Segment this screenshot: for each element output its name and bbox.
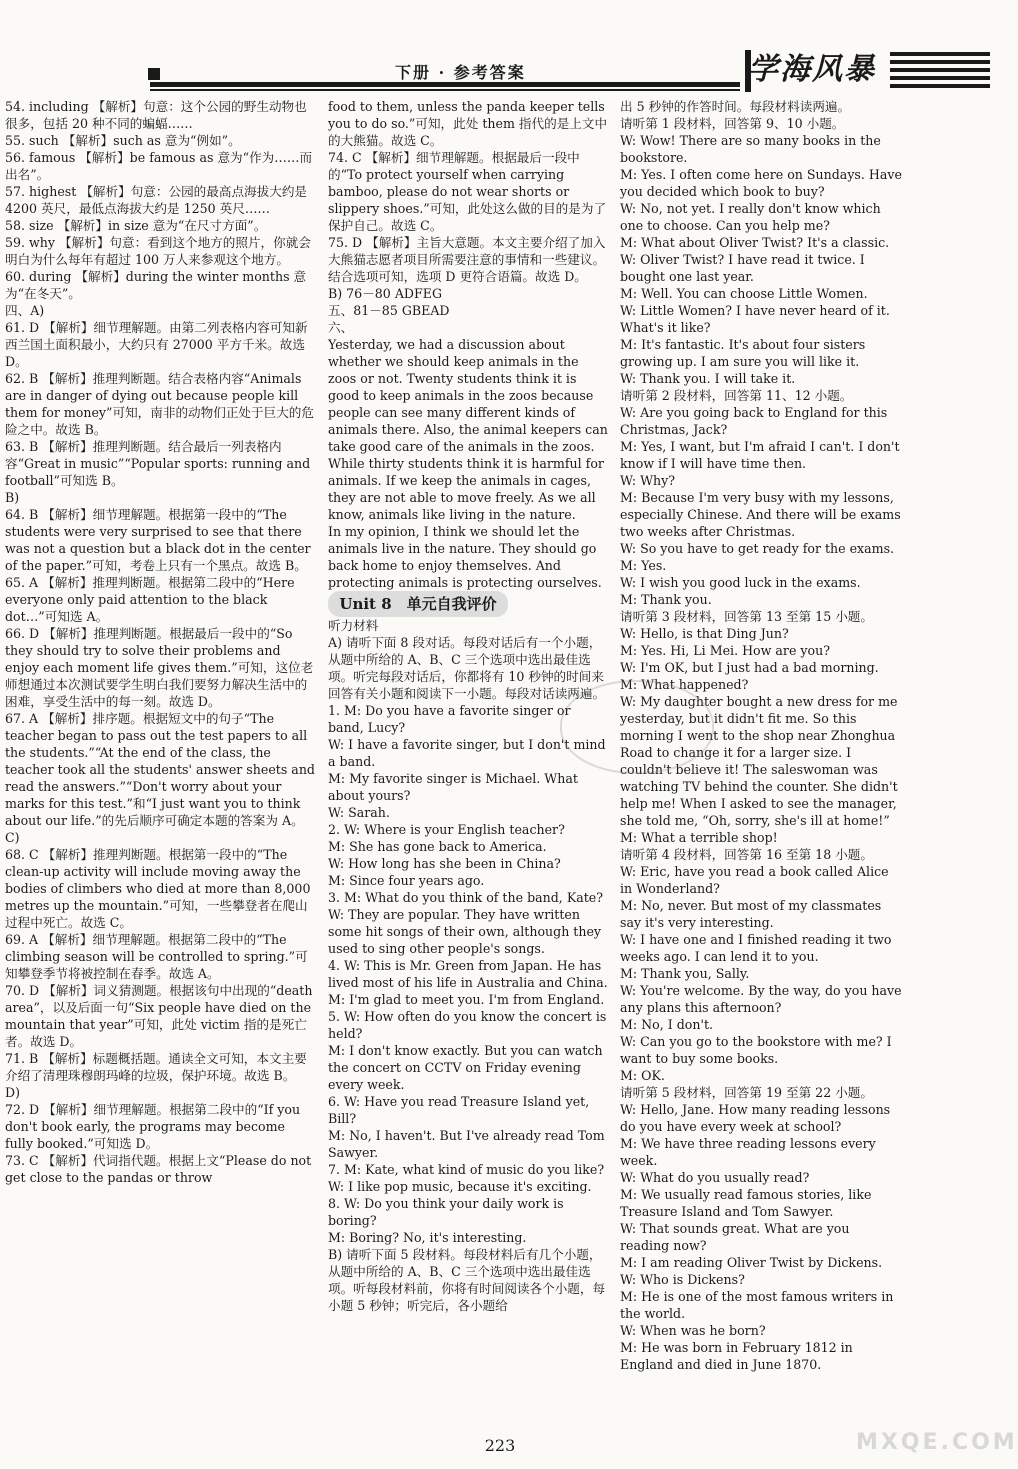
text-line: 73. C 【解析】代词指代题。根据上文“Please do not get close to the pandas or throw bbox=[5, 1153, 312, 1185]
text-line: 1. M: Do you have a favorite singer or band, Lucy? bbox=[328, 703, 571, 735]
text-line: 62. B 【解析】推理判断题。结合表格内容“Animals are in danger of dying out because people kill them for money”可知，南非的动物们正处于巨大的危险之中。故选 B。 bbox=[5, 371, 314, 437]
unit-heading: Unit 8 单元自我评价 bbox=[328, 591, 508, 617]
header-rule-thin bbox=[150, 89, 740, 91]
text-line: food to them, unless the panda keeper tells you to do so.”可知，此处 them 指代的是上文中的大熊猫。故选 C。 bbox=[328, 99, 608, 148]
text-line: 7. M: Kate, what kind of music do you like? bbox=[328, 1162, 605, 1177]
text-line: 72. D 【解析】细节理解题。根据第二段中的“If you don't book early, the programs may become fully booked.”可知选 D。 bbox=[5, 1102, 301, 1151]
text-line: W: Why? bbox=[620, 473, 676, 488]
text-line: W: You're welcome. By the way, do you have any plans this afternoon? bbox=[620, 983, 902, 1015]
text-line: W: Are you going back to England for this Christmas, Jack? bbox=[620, 405, 888, 437]
text-line: M: I'm glad to meet you. I'm from England. bbox=[328, 992, 605, 1007]
text-line: W: Can you go to the bookstore with me? I want to buy some books. bbox=[620, 1034, 892, 1066]
page-header bbox=[0, 0, 1000, 100]
text-line: M: It's fantastic. It's about four sisters growing up. I am sure you will like it. bbox=[620, 337, 866, 369]
text-line: 6. W: Have you read Treasure Island yet, Bill? bbox=[328, 1094, 590, 1126]
text-line: W: Who is Dickens? bbox=[620, 1272, 745, 1287]
text-line: M: Yes. Hi, Li Mei. How are you? bbox=[620, 643, 830, 658]
text-line: W: Hello, is that Ding Jun? bbox=[620, 626, 789, 641]
text-line: 4. W: This is Mr. Green from Japan. He has lived most of his life in Australia and China. bbox=[328, 958, 608, 990]
text-line: M: No, I don't. bbox=[620, 1017, 714, 1032]
text-line: W: I'm OK, but I just had a bad morning. bbox=[620, 660, 879, 675]
text-line: W: Little Women? I have never heard of it. What's it like? bbox=[620, 303, 890, 335]
text-line: 64. B 【解析】细节理解题。根据第一段中的“The students were very surprised to see that there was not a question but a black dot in the center of the paper.”可知，考卷上只有一个黑点。故选 B。 bbox=[5, 507, 311, 573]
text-line: M: No, never. But most of my classmates say it's very interesting. bbox=[620, 898, 882, 930]
text-line: W: Thank you. I will take it. bbox=[620, 371, 796, 386]
text-line: M: He is one of the most famous writers in the world. bbox=[620, 1289, 894, 1321]
text-line: 59. why 【解析】句意：看到这个地方的照片，你就会明白为什么每年有超过 100 万人来参观这个地方。 bbox=[5, 235, 311, 267]
text-line: 63. B 【解析】推理判断题。结合最后一列表格内容“Great in music”“Popular sports: running and football”可知选 B。 bbox=[5, 439, 311, 488]
text-line: W: Hello, Jane. How many reading lessons do you have every week at school? bbox=[620, 1102, 891, 1134]
text-line: 六、 bbox=[328, 320, 354, 335]
text-line: W: I like pop music, because it's exciting. bbox=[328, 1179, 592, 1194]
text-line: B) 76－80 ADFEG bbox=[328, 286, 443, 301]
text-line: W: I have a favorite singer, but I don't mind a band. bbox=[328, 737, 606, 769]
text-line: In my opinion, I think we should let the animals live in the nature. They should go back home to enjoy themselves. And protecting animals is protecting ourselves. bbox=[328, 524, 602, 590]
text-line: 请听第 5 段材料，回答第 19 至第 22 小题。 bbox=[620, 1085, 873, 1100]
text-line: M: No, I haven't. But I've already read Tom Sawyer. bbox=[328, 1128, 605, 1160]
text-line: 3. M: What do you think of the band, Kate? bbox=[328, 890, 603, 905]
text-line: W: So you have to get ready for the exams. bbox=[620, 541, 895, 556]
text-line: B) 请听下面 5 段材料。每段材料后有几个小题，从题中所给的 A、B、C 三个选项中选出最佳选项。听每段材料前，你将有时间阅读各个小题，每小题 5 秒钟；听完后，各小题给 bbox=[328, 1247, 606, 1313]
text-line: 56. famous 【解析】be famous as 意为“作为……而出名”。 bbox=[5, 150, 313, 182]
text-line: 8. W: Do you think your daily work is boring? bbox=[328, 1196, 564, 1228]
text-line: M: I don't know exactly. But you can watch the concert on CCTV on Friday evening every week. bbox=[328, 1043, 603, 1092]
text-line: 58. size 【解析】in size 意为“在尺寸方面”。 bbox=[5, 218, 267, 233]
text-line: 61. D 【解析】细节理解题。由第二列表格内容可知新西兰国土面积最小，大约只有 27000 平方千米。故选 D。 bbox=[5, 320, 308, 369]
text-line: M: Since four years ago. bbox=[328, 873, 485, 888]
text-line: W: Oliver Twist? I have read it twice. I bought one last year. bbox=[620, 252, 865, 284]
text-line: 65. A 【解析】推理判断题。根据第二段中的“Here everyone only paid attention to the black dot…”可知选 A。 bbox=[5, 575, 295, 624]
text-line: 5. W: How often do you know the concert is held? bbox=[328, 1009, 607, 1041]
text-line: B) bbox=[5, 490, 20, 505]
text-line: 66. D 【解析】推理判断题。根据最后一段中的“So they should try to solve their problems and enjoy each moment life gives them.”可知，这位老师想通过本次测试要学生明白我们要努力解决生活中的困难，享受生活中的每一刻。故选 D。 bbox=[5, 626, 314, 709]
text-line: M: Yes. I often come here on Sundays. Have you decided which book to buy? bbox=[620, 167, 902, 199]
text-line: M: I am reading Oliver Twist by Dickens. bbox=[620, 1255, 883, 1270]
text-line: M: Thank you. bbox=[620, 592, 712, 607]
text-line: 请听第 2 段材料，回答第 11、12 小题。 bbox=[620, 388, 853, 403]
text-line: 请听第 4 段材料，回答第 16 至第 18 小题。 bbox=[620, 847, 873, 862]
text-line: 69. A 【解析】细节理解题。根据第二段中的“The climbing season will be controlled to spring.”可知攀登季节将被控制在春季。故选 A。 bbox=[5, 932, 308, 981]
text-line: M: OK. bbox=[620, 1068, 665, 1083]
text-line: 请听第 1 段材料，回答第 9、10 小题。 bbox=[620, 116, 845, 131]
text-line: 67. A 【解析】排序题。根据短文中的句子“The teacher began to pass out the test papers to all the students.”“At the end of the class, the teacher took all the students' answer sheets and read the answers.”“Don't worry about your marks for this test.”和“I just want you to think about our life.”的先后顺序可确定本题的答案为 A。 bbox=[5, 711, 315, 828]
text-line: 2. W: Where is your English teacher? bbox=[328, 822, 565, 837]
text-line: 75. D 【解析】主旨大意题。本文主要介绍了加入大熊猫志愿者项目所需要注意的事情和一些建议。结合选项可知，选项 D 更符合语篇。故选 D。 bbox=[328, 235, 606, 284]
text-line: M: Well. You can choose Little Women. bbox=[620, 286, 868, 301]
column-left bbox=[5, 98, 315, 1186]
header-title: 下册 · 参考答案 bbox=[395, 63, 526, 82]
text-line: M: What happened? bbox=[620, 677, 749, 692]
text-line: W: Wow! There are so many books in the bookstore. bbox=[620, 133, 881, 165]
text-line: W: My daughter bought a new dress for me yesterday, but it didn't fit me. So this morning I went to the shop near Zhonghua Road to change it for a larger size. I couldn't believe it! The saleswoman was watching TV behind the counter. She didn't help me! When I asked to see the manager, she told me, “Oh, sorry, she's ill at home!” bbox=[620, 694, 898, 828]
text-line: M: What about Oliver Twist? It's a classic. bbox=[620, 235, 890, 250]
text-line: M: My favorite singer is Michael. What about yours? bbox=[328, 771, 578, 803]
text-line: W: How long has she been in China? bbox=[328, 856, 561, 871]
text-line: 71. B 【解析】标题概括题。通读全文可知，本文主要介绍了清理珠穆朗玛峰的垃圾，保护环境。故选 B。 bbox=[5, 1051, 307, 1083]
text-line: 70. D 【解析】词义猜测题。根据该句中出现的“death area”，以及后面一句“Six people have died on the mountain that year”可知，此处 victim 指的是死亡者。故选 D。 bbox=[5, 983, 313, 1049]
text-line: M: Because I'm very busy with my lessons, especially Chinese. And there will be exams two weeks after Christmas. bbox=[620, 490, 901, 539]
text-line: M: Yes, I want, but I'm afraid I can't. I don't know if I will have time then. bbox=[620, 439, 900, 471]
text-line: M: What a terrible shop! bbox=[620, 830, 778, 845]
text-line: M: Boring? No, it's interesting. bbox=[328, 1230, 527, 1245]
text-line: W: Eric, have you read a book called Alice in Wonderland? bbox=[620, 864, 889, 896]
page-number: 223 bbox=[484, 1436, 516, 1455]
text-line: W: That sounds great. What are you reading now? bbox=[620, 1221, 850, 1253]
text-line: W: When was he born? bbox=[620, 1323, 766, 1338]
text-line: M: She has gone back to America. bbox=[328, 839, 547, 854]
faint-stamp bbox=[560, 680, 714, 774]
text-line: 出 5 秒钟的作答时间。每段材料读两遍。 bbox=[620, 99, 851, 114]
text-line: 54. including 【解析】句意：这个公园的野生动物也很多，包括 20 种不同的蝙蝠…… bbox=[5, 99, 307, 131]
text-line: 60. during 【解析】during the winter months 意为“在冬天”。 bbox=[5, 269, 307, 301]
text-line: W: I wish you good luck in the exams. bbox=[620, 575, 861, 590]
text-line: M: Yes. bbox=[620, 558, 667, 573]
brand-logo: 学海风暴 bbox=[748, 52, 876, 87]
text-line: 74. C 【解析】细节理解题。根据最后一段中的“To protect yourself when carrying bamboo, please do not wear shorts or slippery shoes.”可知，此处这么做的目的是为了保护自己。故选 C。 bbox=[328, 150, 607, 233]
text-line: 55. such 【解析】such as 意为“例如”。 bbox=[5, 133, 241, 148]
text-line: W: They are popular. They have written some hit songs of their own, although they used to sing other people's songs. bbox=[328, 907, 602, 956]
text-line: D) bbox=[5, 1085, 21, 1100]
text-line: Yesterday, we had a discussion about whether we should keep animals in the zoos or not. Twenty students think it is good to keep animals in the zoos because people can see many different kinds of animals there. Also, the animal keepers can take good care of the animals in the zoos. While thirty students think it is harmful for animals. If we keep the animals in cages, they are not able to move freely. As we all know, animals like living in the nature. bbox=[328, 337, 608, 522]
text-line: W: I have one and I finished reading it two weeks ago. I can lend it to you. bbox=[620, 932, 892, 964]
text-line: 请听第 3 段材料，回答第 13 至第 15 小题。 bbox=[620, 609, 873, 624]
text-line: 四、A) bbox=[5, 303, 45, 318]
text-line: M: We have three reading lessons every week. bbox=[620, 1136, 876, 1168]
text-line: 68. C 【解析】推理判断题。根据第一段中的“The clean-up activity will include moving away the bodies of climbers who died at more than 8,000 metres up the mountain.”可知，一些攀登者在爬山过程中死亡。故选 C。 bbox=[5, 847, 311, 930]
text-line: W: What do you usually read? bbox=[620, 1170, 810, 1185]
text-line: C) bbox=[5, 830, 20, 845]
text-line: A) 请听下面 8 段对话。每段对话后有一个小题，从题中所给的 A、B、C 三个选项中选出最佳选项。听完每段对话后，你都将有 10 秒钟的时间来回答有关小题和阅读下一小题。每段对话读两遍。 bbox=[328, 635, 606, 701]
text-line: M: Thank you, Sally. bbox=[620, 966, 750, 981]
header-square-mark bbox=[148, 68, 160, 80]
text-line: W: No, not yet. I really don't know which one to choose. Can you help me? bbox=[620, 201, 881, 233]
text-line: M: He was born in February 1812 in England and died in June 1870. bbox=[620, 1340, 853, 1372]
text-line: 五、81－85 GBEAD bbox=[328, 303, 450, 318]
text-line: M: We usually read famous stories, like Treasure Island and Tom Sawyer. bbox=[620, 1187, 872, 1219]
brand-stripes bbox=[890, 52, 990, 98]
text-line: 听力材料 bbox=[328, 618, 379, 633]
text-line: W: Sarah. bbox=[328, 805, 390, 820]
watermark-logo: MXQE.COM bbox=[856, 1430, 1018, 1455]
text-line: 57. highest 【解析】句意：公园的最高点海拔大约是 4200 英尺，最低点海拔大约是 1250 英尺…… bbox=[5, 184, 308, 216]
